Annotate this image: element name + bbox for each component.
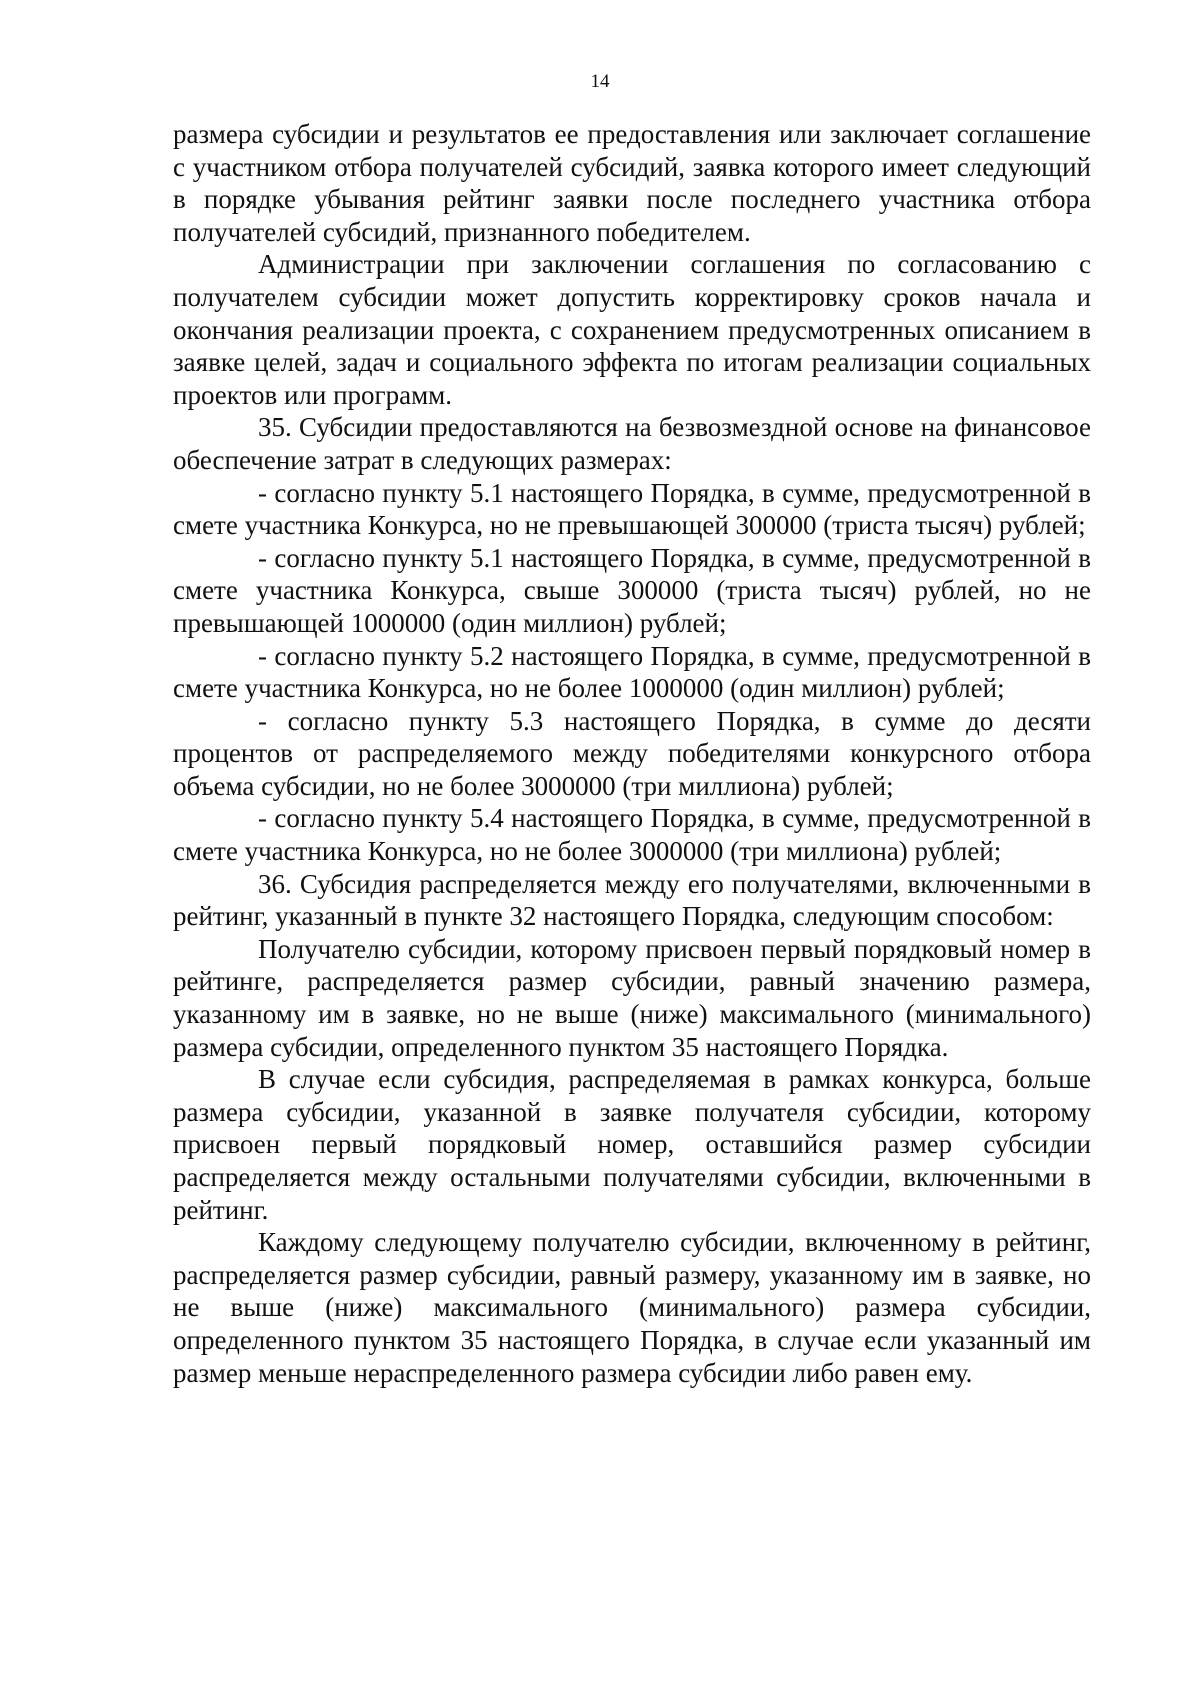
paragraph-clause-36: 36. Субсидия распределяется между его получателями, включенными в рейтинг, указанный в пункте 32 настоящего Порядка, следующим способом: bbox=[173, 868, 1091, 932]
paragraph-next-recipient: Каждому следующему получателю субсидии, включенному в рейтинг, распределяется размер субсидии, равный размеру, указанному им в заявке, но не выше (ниже) максимального (минимального) размера субсидии, определенного пунктом 35 настоящего Порядка, в случае если указанный им размер меньше нераспределенного размера субсидии либо равен ему. bbox=[173, 1227, 1091, 1388]
list-item: - согласно пункту 5.1 настоящего Порядка, в сумме, предусмотренной в смете участника Конкурса, свыше 300000 (триста тысяч) рублей, но не превышающей 1000000 (один миллион) рублей; bbox=[173, 542, 1091, 638]
document-body bbox=[173, 118, 1091, 1389]
paragraph-first-recipient: Получателю субсидии, которому присвоен первый порядковый номер в рейтинге, распределяется размер субсидии, равный значению размера, указанному им в заявке, но не выше (ниже) максимального (минимального) размера субсидии, определенного пунктом 35 настоящего Порядка. bbox=[173, 933, 1091, 1062]
list-item: - согласно пункту 5.4 настоящего Порядка, в сумме, предусмотренной в смете участника Конкурса, но не более 3000000 (три миллиона) рублей; bbox=[173, 803, 1091, 867]
page-number: 14 bbox=[590, 71, 610, 92]
list-item: - согласно пункту 5.2 настоящего Порядка, в сумме, предусмотренной в смете участника Конкурса, но не более 1000000 (один миллион) рублей; bbox=[173, 640, 1091, 704]
paragraph-remaining-distribution: В случае если субсидия, распределяемая в рамках конкурса, больше размера субсидии, указанной в заявке получателя субсидии, которому присвоен первый порядковый номер, оставшийся размер субсидии распределяется между остальными получателями субсидии, включенными в рейтинг. bbox=[173, 1064, 1091, 1225]
paragraph-clause-35: 35. Субсидии предоставляются на безвозмездной основе на финансовое обеспечение затрат в следующих размерах: bbox=[173, 412, 1091, 475]
list-item: - согласно пункту 5.1 настоящего Порядка, в сумме, предусмотренной в смете участника Конкурса, но не превышающей 300000 (триста тысяч) рублей; bbox=[173, 477, 1091, 541]
paragraph-continuation: размера субсидии и результатов ее предоставления или заключает соглашение с участником отбора получателей субсидий, заявка которого имеет следующий в порядке убывания рейтинг заявки после последнего участника отбора получателей субсидий, признанного победителем. bbox=[173, 119, 1091, 247]
list-item: - согласно пункту 5.3 настоящего Порядка, в сумме до десяти процентов от распределяемого между победителями конкурсного отбора объема субсидии, но не более 3000000 (три миллиона) рублей; bbox=[173, 705, 1091, 801]
paragraph-administration: Администрации при заключении соглашения по согласованию с получателем субсидии может допустить корректировку сроков начала и окончания реализации проекта, с сохранением предусмотренных описанием в заявке целей, задач и социального эффекта по итогам реализации социальных проектов или программ. bbox=[173, 249, 1091, 410]
